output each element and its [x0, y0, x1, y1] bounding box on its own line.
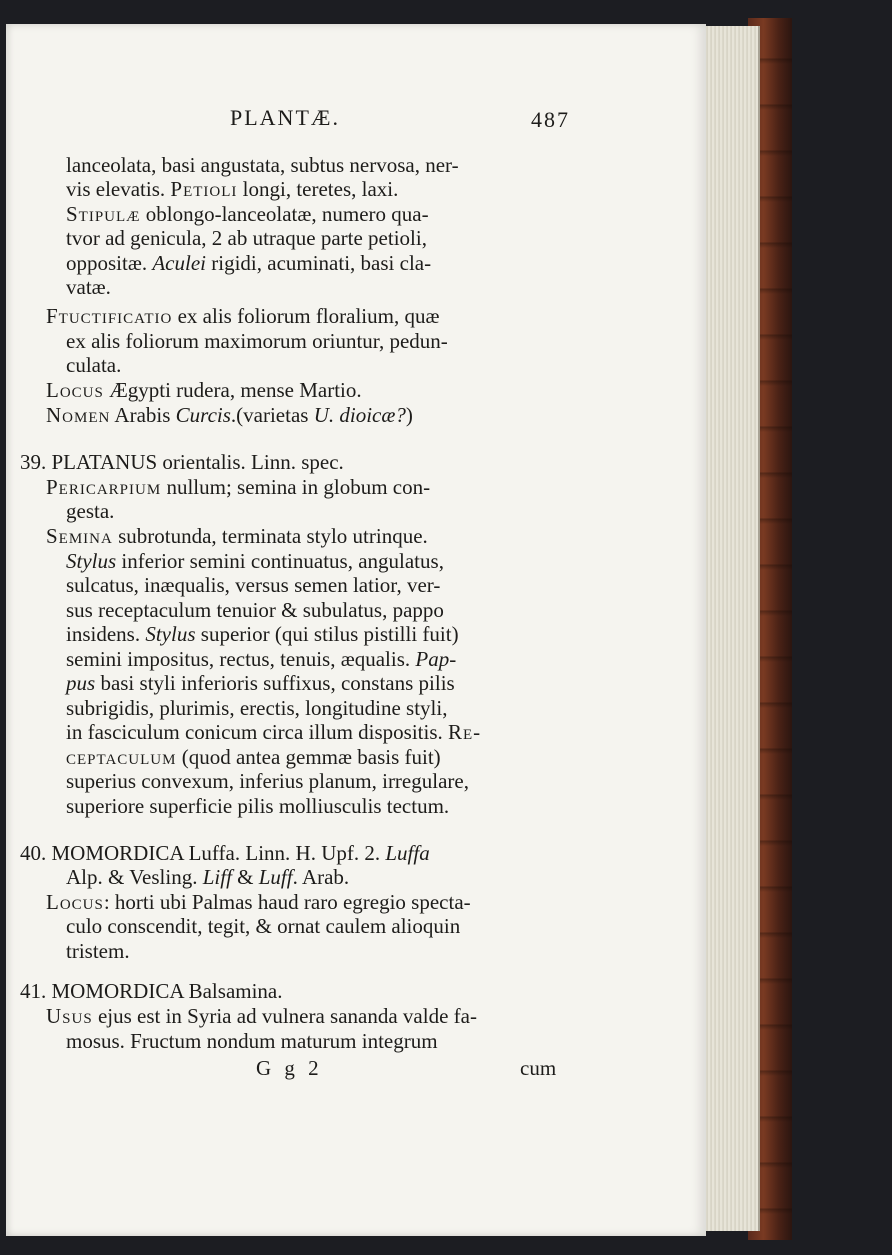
text-span: culata.: [66, 353, 122, 377]
signature-mark: G g 2: [256, 1056, 323, 1080]
text-span: Luff: [258, 865, 293, 889]
text-line: [66, 720, 481, 744]
text-line: [66, 914, 460, 938]
text-line: [66, 573, 440, 597]
text-span: basi styli inferioris suffixus, constans pilis: [95, 671, 455, 695]
text-span: Ægypti rudera, mense Martio.: [103, 378, 362, 402]
text-span: nullum; semina in globum con-: [161, 475, 431, 499]
text-span: .(varietas: [230, 403, 314, 427]
text-line: [66, 598, 444, 622]
text-span: Liff: [202, 865, 232, 889]
text-line: [66, 329, 448, 353]
text-span: vatæ.: [66, 275, 111, 299]
text-span: mosus. Fructum nondum maturum integrum: [66, 1029, 438, 1053]
text-span: Alp. & Vesling.: [66, 865, 203, 889]
text-line: [66, 499, 114, 523]
text-line: [66, 202, 429, 226]
book-page: [6, 24, 706, 1236]
text-line: [20, 841, 430, 865]
text-span: . Arab.: [292, 865, 350, 889]
text-span: vis elevatis.: [66, 177, 171, 201]
text-line: [66, 153, 459, 177]
text-span: insidens.: [66, 622, 146, 646]
text-span: pus: [66, 671, 96, 695]
text-span: Curcis: [175, 403, 231, 427]
text-span: tristem.: [66, 939, 130, 963]
text-span: &: [231, 865, 259, 889]
text-span: Stylus: [145, 622, 196, 646]
text-line: [66, 226, 427, 250]
text-line: [46, 378, 362, 402]
text-span: ): [405, 403, 413, 427]
text-line: [66, 696, 447, 720]
text-span: ex alis foliorum maximorum oriuntur, pedun-: [66, 329, 448, 353]
text-span: lanceolata, basi angustata, subtus nervosa, ner-: [66, 153, 459, 177]
text-line: [46, 524, 428, 548]
text-line: [46, 403, 413, 427]
text-line: [66, 275, 111, 299]
text-span: Semina: [46, 524, 113, 548]
text-span: 41. MOMORDICA Balsamina.: [20, 979, 283, 1003]
text-line: [66, 177, 398, 201]
text-span: ceptaculum: [66, 745, 177, 769]
text-span: sus receptaculum tenuior & subulatus, pappo: [66, 598, 444, 622]
text-span: longi, teretes, laxi.: [237, 177, 399, 201]
text-span: ejus est in Syria ad vulnera sananda valde fa-: [92, 1004, 477, 1028]
text-line: [66, 622, 459, 646]
text-line: [46, 304, 439, 328]
text-line: [66, 251, 431, 275]
text-span: Stipulæ: [66, 202, 141, 226]
text-span: subrotunda, terminata stylo utrinque.: [112, 524, 428, 548]
text-line: [66, 353, 121, 377]
text-span: oblongo-lanceolatæ, numero qua-: [140, 202, 429, 226]
text-span: Arabis: [110, 403, 176, 427]
page-edges: [700, 26, 760, 1231]
text-span: Locus: [46, 378, 104, 402]
text-line: [66, 1029, 438, 1053]
text-span: rigidi, acuminati, basi cla-: [206, 251, 432, 275]
text-line: [66, 745, 441, 769]
text-span: gesta.: [66, 499, 115, 523]
text-span: Stylus: [66, 549, 117, 573]
text-span: U. dioicæ?: [313, 403, 406, 427]
text-line: [66, 865, 349, 889]
page-number: 487: [531, 107, 570, 132]
text-span: Usus: [46, 1004, 93, 1028]
text-line: [66, 671, 455, 695]
text-span: Aculei: [152, 251, 206, 275]
text-span: Locus: [46, 890, 104, 914]
text-span: inferior semini continuatus, angulatus,: [116, 549, 444, 573]
text-span: in fasciculum conicum circa illum dispositis.: [66, 720, 449, 744]
text-span: superiore superficie pilis molliusculis tectum.: [66, 794, 450, 818]
text-span: 39. PLATANUS orientalis. Linn. spec.: [20, 450, 344, 474]
text-line: [20, 450, 344, 474]
text-span: culo conscendit, tegit, & ornat caulem alioquin: [66, 914, 461, 938]
running-head: PLANTÆ.: [230, 105, 340, 130]
text-line: [46, 1004, 477, 1028]
text-line: [66, 794, 449, 818]
text-span: Pericarpium: [46, 475, 162, 499]
text-span: Nomen: [46, 403, 111, 427]
text-span: superior (qui stilus pistilli fuit): [195, 622, 459, 646]
text-line: [20, 979, 283, 1003]
text-line: [66, 769, 469, 793]
catchword: cum: [520, 1056, 557, 1080]
text-span: (quod antea gemmæ basis fuit): [176, 745, 441, 769]
text-line: [66, 647, 456, 671]
text-line: [66, 549, 444, 573]
text-line: [46, 890, 471, 914]
text-span: Petioli: [170, 177, 238, 201]
text-span: Luffa: [385, 841, 430, 865]
text-span: superius convexum, inferius planum, irregulare,: [66, 769, 469, 793]
text-line: [46, 475, 430, 499]
text-span: tvor ad genicula, 2 ab utraque parte petioli,: [66, 226, 427, 250]
text-span: Ftuctificatio: [46, 304, 173, 328]
text-span: semini impositus, rectus, tenuis, æqualis.: [66, 647, 416, 671]
text-span: 40. MOMORDICA Luffa. Linn. H. Upf. 2.: [20, 841, 386, 865]
text-span: sulcatus, inæqualis, versus semen latior, ver-: [66, 573, 441, 597]
text-span: ex alis foliorum floralium, quæ: [172, 304, 440, 328]
text-span: Pap-: [415, 647, 457, 671]
text-span: oppositæ.: [66, 251, 153, 275]
text-span: Re-: [448, 720, 482, 744]
text-span: : horti ubi Palmas haud raro egregio specta-: [103, 890, 471, 914]
text-span: subrigidis, plurimis, erectis, longitudine styli,: [66, 696, 448, 720]
text-line: [66, 939, 130, 963]
